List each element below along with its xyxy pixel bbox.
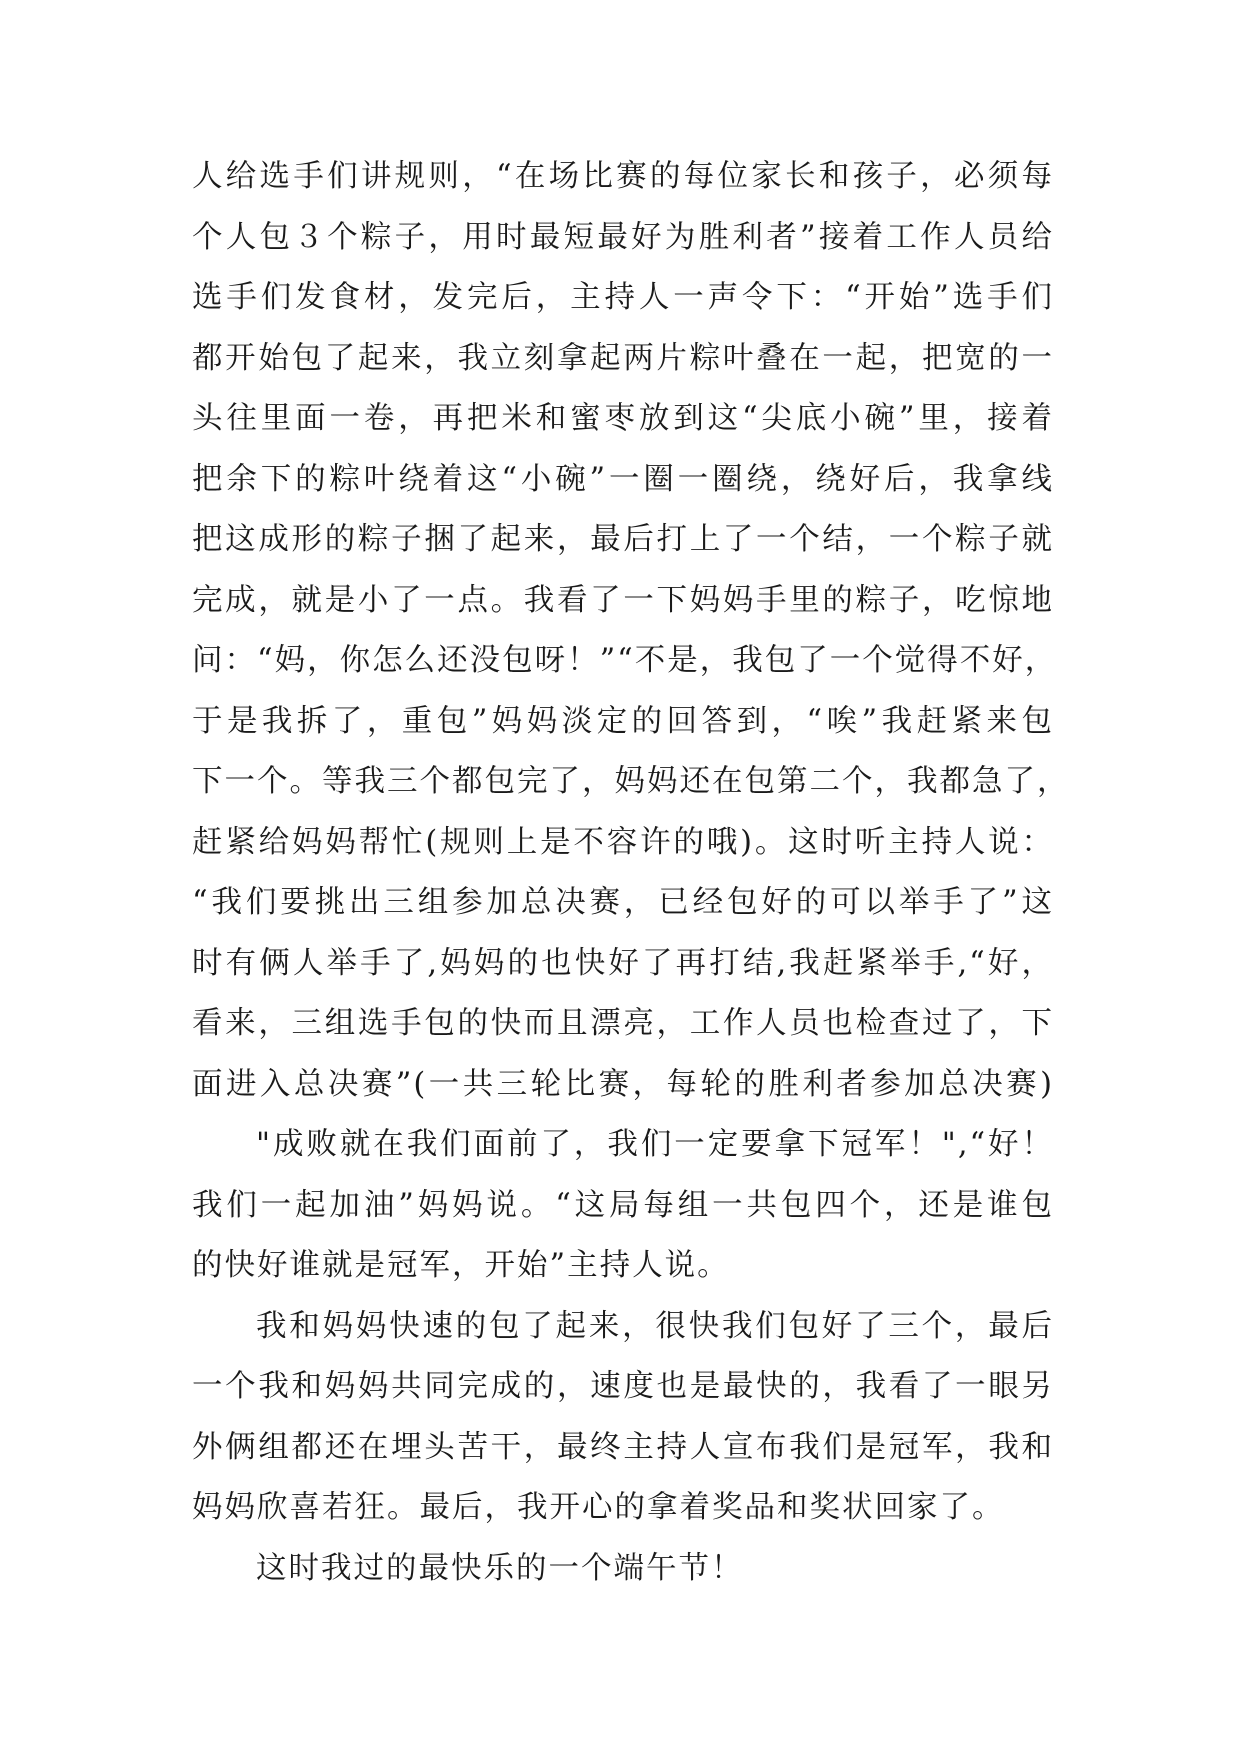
paragraph-3 [192,1297,1054,1539]
text-line: 选手们发食材，发完后，主持人一声令下：“开始”选手们 [192,280,1054,315]
text-line: 头往里面一卷，再把米和蜜枣放到这“尖底小碗”里，接着 [192,401,1054,436]
text-line: 时有俩人举手了,妈妈的也快好了再打结,我赶紧举手,“好， [192,945,1054,981]
text-line: 外俩组都还在埋头苦干，最终主持人宣布我们是冠军，我和 [192,1429,1054,1465]
text-line: 我们一起加油”妈妈说。“这局每组一共包四个，还是谁包 [192,1187,1054,1223]
text-line: 这时我过的最快乐的一个端午节！ [256,1550,744,1586]
text-line: 妈妈欣喜若狂。最后，我开心的拿着奖品和奖状回家了。 [192,1490,1005,1525]
text-line: 看来，三组选手包的快而且漂亮，工作人员也检查过了，下 [192,1006,1054,1041]
text-line: 把余下的粽叶绕着这“小碗”一圈一圈绕，绕好后，我拿线 [192,461,1054,497]
text-line: 面进入总决赛”(一共三轮比赛，每轮的胜利者参加总决赛) [192,1066,1054,1102]
text-line: 都开始包了起来，我立刻拿起两片粽叶叠在一起，把宽的一 [192,340,1054,376]
document-body [192,147,1070,1599]
text-line: 我和妈妈快速的包了起来，很快我们包好了三个，最后 [256,1308,1054,1344]
text-line: “我们要挑出三组参加总决赛，已经包好的可以举手了”这 [192,885,1054,920]
text-line: 把这成形的粽子捆了起来，最后打上了一个结，一个粽子就 [192,522,1054,557]
text-line: 赶紧给妈妈帮忙(规则上是不容许的哦)。这时听主持人说： [192,824,1054,860]
text-line: "成败就在我们面前了，我们一定要拿下冠军！",“好！ [256,1127,1054,1162]
paragraph-1 [192,147,1070,1115]
text-line: 人给选手们讲规则，“在场比赛的每位家长和孩子，必须每 [192,159,1054,194]
text-line: 问：“妈，你怎么还没包呀！”“不是，我包了一个觉得不好， [192,643,1058,678]
text-line: 的快好谁就是冠军，开始”主持人说。 [192,1248,730,1283]
text-line: 于是我拆了，重包”妈妈淡定的回答到，“唉”我赶紧来包 [192,703,1054,739]
text-line: 个人包３个粽子，用时最短最好为胜利者”接着工作人员给 [192,219,1054,255]
text-line: 完成，就是小了一点。我看了一下妈妈手里的粽子，吃惊地 [192,582,1054,618]
text-line: 一个我和妈妈共同完成的，速度也是最快的，我看了一眼另 [192,1369,1054,1404]
paragraph-2 [192,1115,1054,1297]
text-line: 下一个。等我三个都包完了，妈妈还在包第二个，我都急了， [192,764,1070,799]
paragraph-4 [192,1539,1054,1600]
